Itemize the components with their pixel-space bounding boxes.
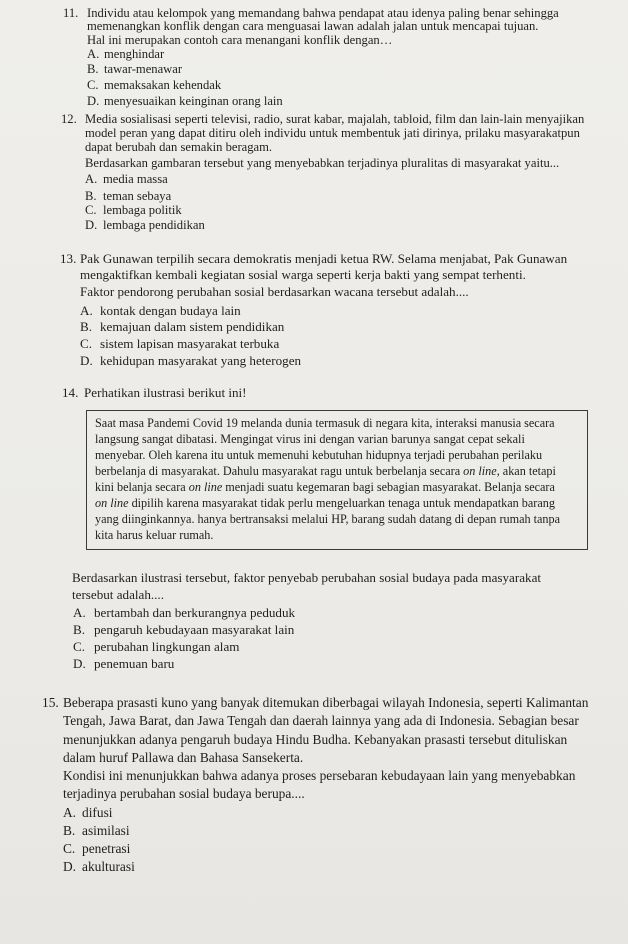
question-stem-line: Berdasarkan gambaran tersebut yang menyebabkan terjadinya pluralitas di masyarakat yaitu... [85, 156, 560, 170]
question-stem-line: Individu atau kelompok yang memandang bahwa pendapat atau idenya paling benar sehingga [87, 6, 559, 20]
question-stem-line: dalam huruf Pallawa dan Bahasa Sansekerta. [63, 750, 304, 765]
option-letter: B. [85, 189, 97, 203]
illustration-text: dipilih karena masyarakat tidak perlu mengeluarkan tenaga untuk mendapatkan barang [131, 496, 555, 510]
question-stem-line: Beberapa prasasti kuno yang banyak ditemukan diberbagai wilayah Indonesia, seperti Kalimantan [63, 695, 589, 710]
illustration-italic: on line [463, 464, 497, 478]
option-letter: C. [80, 336, 93, 351]
option-text: pengaruh kebudayaan masyarakat lain [94, 622, 295, 637]
question-stem-line: dapat berubah dan semakin beragam. [85, 140, 273, 154]
option-letter: D. [85, 218, 98, 232]
option-text: akulturasi [82, 859, 135, 874]
option-text: lembaga politik [103, 203, 182, 217]
illustration-text: berbelanja di masyarakat. Dahulu masyarakat ragu untuk berbelanja secara [95, 464, 461, 478]
option-letter: C. [85, 203, 97, 217]
question-number: 14. [62, 385, 79, 400]
option-letter: A. [85, 172, 98, 186]
option-text: tawar-menawar [104, 62, 183, 76]
option-letter: D. [73, 656, 86, 671]
question-stem-line: model peran yang dapat ditiru oleh individu untuk membentuk jati dirinya, prilaku masyarakatpun [85, 126, 580, 140]
question-stem-line: memenangkan konflik dengan cara menguasai lawan adalah jalan untuk mencapai tujuan. [87, 19, 539, 33]
option-text: penetrasi [82, 841, 131, 856]
question-stem-line: Berdasarkan ilustrasi tersebut, faktor penyebab perubahan sosial budaya pada masyarakat [72, 570, 542, 585]
option-text: asimilasi [82, 823, 130, 838]
option-text: bertambah dan berkurangnya peduduk [94, 605, 296, 620]
option-text: teman sebaya [103, 189, 172, 203]
option-text: penemuan baru [94, 656, 175, 671]
illustration-italic: on line [95, 496, 129, 510]
option-text: memaksakan kehendak [104, 78, 222, 92]
option-letter: A. [80, 303, 93, 318]
question-stem-line: Tengah, Jawa Barat, dan Jawa Tengah dan daerah lainnya yang ada di Indonesia. Sebagian besar [63, 713, 579, 728]
option-text: kontak dengan budaya lain [100, 303, 241, 318]
option-text: menyesuaikan keinginan orang lain [104, 94, 283, 108]
question-stem-line: terjadinya perubahan sosial budaya berupa.... [63, 786, 305, 801]
question-stem-line: Hal ini merupakan contoh cara menangani konflik dengan… [87, 33, 393, 47]
illustration-line: langsung sangat dibatasi. Mengingat virus ini dengan varian barunya sangat cepat sekali [95, 432, 525, 446]
option-text: kehidupan masyarakat yang heterogen [100, 353, 302, 368]
option-text: difusi [82, 805, 113, 820]
option-letter: B. [80, 319, 93, 334]
option-letter: A. [63, 805, 77, 820]
option-letter: B. [63, 823, 76, 838]
illustration-line: kita harus keluar rumah. [95, 528, 214, 542]
option-text: sistem lapisan masyarakat terbuka [100, 336, 280, 351]
illustration-line [95, 481, 555, 493]
question-number: 15. [42, 695, 59, 710]
question-stem-line: menunjukkan adanya pengaruh budaya Hindu Budha. Kebanyakan prasasti tersebut dituliskan [63, 732, 568, 747]
question-stem-line: Faktor pendorong perubahan sosial berdasarkan wacana tersebut adalah.... [80, 284, 469, 299]
illustration-text: kini belanja secara [95, 480, 186, 494]
illustration-line [95, 465, 556, 477]
question-number: 12. [61, 112, 77, 126]
illustration-line: yang diinginkannya. hanya bertransaksi melalui HP, barang sudah datang di depan rumah tanpa [95, 512, 561, 526]
option-letter: D. [80, 353, 93, 368]
illustration-line: Saat masa Pandemi Covid 19 melanda dunia termasuk di negara kita, interaksi manusia secara [95, 416, 555, 430]
illustration-text: , akan tetapi [496, 464, 556, 478]
option-letter: C. [73, 639, 86, 654]
question-stem-line: Media sosialisasi seperti televisi, radio, surat kabar, majalah, tabloid, film dan lain-lain menyajikan [85, 112, 585, 126]
question-intro: Perhatikan ilustrasi berikut ini! [84, 385, 247, 400]
illustration-line [95, 497, 555, 509]
illustration-box [86, 410, 588, 550]
option-letter: A. [87, 47, 100, 61]
option-letter: C. [63, 841, 76, 856]
question-number: 13. [60, 251, 77, 266]
option-letter: D. [63, 859, 77, 874]
option-letter: C. [87, 78, 99, 92]
illustration-text: menjadi suatu kegemaran bagi sebagian masyarakat. Belanja secara [225, 480, 555, 494]
option-text: menghindar [104, 47, 165, 61]
option-letter: A. [73, 605, 86, 620]
question-stem-line: Kondisi ini menunjukkan bahwa adanya proses persebaran kebudayaan lain yang menyebabkan [63, 768, 576, 783]
option-letter: B. [73, 622, 86, 637]
option-text: lembaga pendidikan [103, 218, 205, 232]
option-text: perubahan lingkungan alam [94, 639, 240, 654]
option-text: media massa [103, 172, 168, 186]
question-stem-line: Pak Gunawan terpilih secara demokratis menjadi ketua RW. Selama menjabat, Pak Gunawan [80, 251, 568, 266]
question-stem-line: tersebut adalah.... [72, 587, 164, 602]
option-letter: D. [87, 94, 100, 108]
option-letter: B. [87, 62, 99, 76]
option-text: kemajuan dalam sistem pendidikan [100, 319, 285, 334]
question-number: 11. [63, 6, 79, 20]
illustration-italic: on line [188, 480, 223, 494]
illustration-line: menyebar. Oleh karena itu untuk memenuhi kebutuhan hidupnya terjadi perubahan perilaku [95, 448, 543, 462]
question-stem-line: mengaktifkan kembali kegiatan sosial warga seperti kerja bakti yang sempat terhenti. [80, 267, 526, 282]
